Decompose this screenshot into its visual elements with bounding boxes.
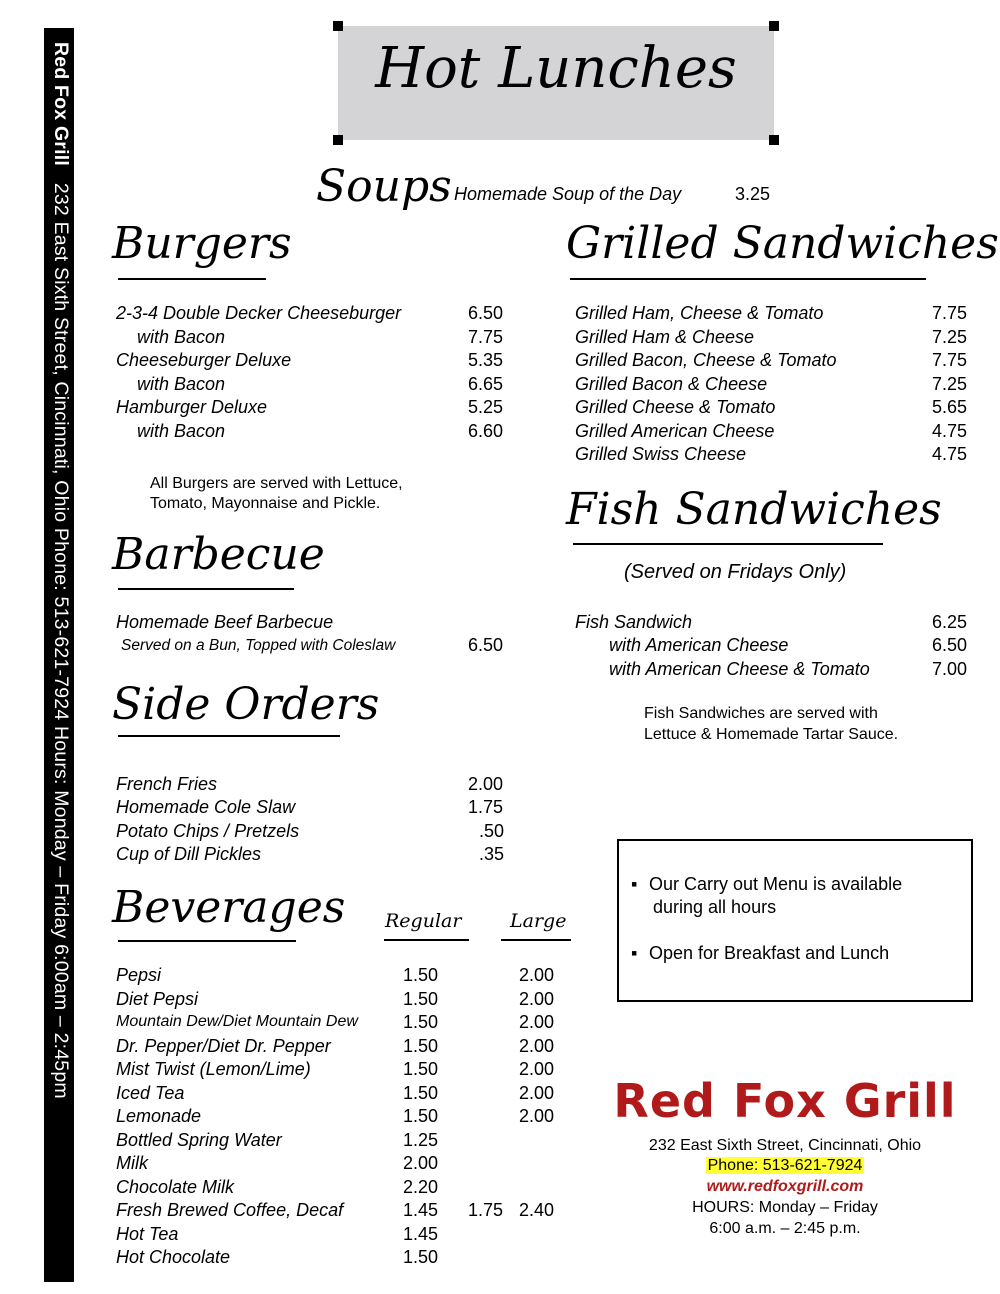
grilled-price: 4.75 [932,444,968,464]
beverage-name: Lemonade [116,1106,202,1126]
burgers-note-1: All Burgers are served with Lettuce, [150,475,403,492]
beverage-regular-price: 2.00 [403,1153,439,1173]
fish-price: 7.00 [932,659,968,679]
burger-price: 7.75 [468,327,504,347]
side-item: Potato Chips / Pretzels [116,821,300,841]
col-large-heading: Large [510,910,567,932]
bullet-icon: ▪ [631,943,638,963]
burger-item: with Bacon [137,421,226,441]
col-regular-rule [384,939,469,941]
side-orders-heading: Side Orders [112,679,380,730]
burger-item: Hamburger Deluxe [116,397,268,417]
barbecue-subitem: Served on a Bun, Topped with Coleslaw [121,637,396,654]
sidebar-text [49,42,72,1099]
soup-item: Homemade Soup of the Day [454,184,682,204]
beverage-regular-price: 2.20 [403,1177,439,1197]
beverage-name: Pepsi [116,965,162,985]
beverage-large-price: 2.00 [519,1059,555,1079]
fish-price: 6.50 [932,635,968,655]
grilled-price: 7.25 [932,327,968,347]
burger-price: 6.50 [468,303,504,323]
bullet-icon: ▪ [631,874,638,894]
beverage-regular-price: 1.45 [403,1224,439,1244]
burger-price: 6.60 [468,421,504,441]
sidebar-details: 232 East Sixth Street, Cincinnati, Ohio Phone: 513-621-7924 Hours: Monday – Friday 6:00am – 2:45pm [50,182,72,1099]
fish-note-2: Lettuce & Homemade Tartar Sauce. [644,726,899,743]
barbecue-rule [118,588,294,590]
beverage-name: Diet Pepsi [116,989,199,1009]
beverage-name: Dr. Pepper/Diet Dr. Pepper [116,1036,331,1056]
grilled-item: Grilled American Cheese [575,421,775,441]
beverage-name: Mist Twist (Lemon/Lime) [116,1059,311,1079]
brand-website[interactable]: www.redfoxgrill.com [706,1178,864,1195]
col-regular-heading: Regular [385,910,462,932]
beverage-large-price: 2.00 [519,1012,555,1032]
grilled-item: Grilled Cheese & Tomato [575,397,776,417]
beverage-name: Milk [116,1153,148,1173]
grilled-price: 4.75 [932,421,968,441]
beverage-name: Hot Tea [116,1224,179,1244]
barbecue-heading: Barbecue [112,529,325,580]
info-bullet-1b: during all hours [653,897,777,917]
grilled-item: Grilled Ham & Cheese [575,327,755,347]
info-box [617,839,973,1002]
side-item: Cup of Dill Pickles [116,844,262,864]
brand-times: 6:00 a.m. – 2:45 p.m. [709,1220,861,1237]
brand-name: Red Fox Grill [613,1074,957,1128]
grilled-price: 5.65 [932,397,968,417]
barbecue-item: Homemade Beef Barbecue [116,612,334,632]
fish-heading: Fish Sandwiches [566,484,942,535]
side-price: 1.75 [468,797,504,817]
beverages-heading: Beverages [112,882,346,933]
sidebar-name: Red Fox Grill [50,42,72,166]
grilled-rule [570,278,926,280]
beverage-regular-price: 1.45 [403,1200,439,1220]
burger-price: 6.65 [468,374,504,394]
grilled-price: 7.75 [932,350,968,370]
beverage-regular-price: 1.50 [403,1083,439,1103]
beverage-large-price: 2.00 [519,1083,555,1103]
beverage-regular-price: 1.50 [403,1036,439,1056]
beverage-regular-price: 1.50 [403,1012,439,1032]
beverage-mid-price: 1.75 [468,1200,504,1220]
grilled-item: Grilled Ham, Cheese & Tomato [575,303,824,323]
col-large-rule [501,939,571,941]
burger-item: with Bacon [137,374,226,394]
brand-phone: Phone: 513-621-7924 [707,1157,863,1174]
grilled-item: Grilled Bacon & Cheese [575,374,768,394]
side-price: 2.00 [468,774,504,794]
grilled-item: Grilled Swiss Cheese [575,444,747,464]
burgers-heading: Burgers [112,218,292,269]
sidebar-bar [44,28,74,1282]
brand-address: 232 East Sixth Street, Cincinnati, Ohio [648,1137,922,1154]
beverage-regular-price: 1.50 [403,1106,439,1126]
beverage-regular-price: 1.50 [403,1247,439,1267]
brand-hours: HOURS: Monday – Friday [692,1199,878,1216]
beverage-regular-price: 1.50 [403,1059,439,1079]
beverage-large-price: 2.40 [519,1200,555,1220]
fish-item: Fish Sandwich [575,612,693,632]
grilled-price: 7.25 [932,374,968,394]
burger-item: 2-3-4 Double Decker Cheeseburger [116,303,402,323]
info-bullet-2: Open for Breakfast and Lunch [649,943,890,963]
side-item: French Fries [116,774,218,794]
burgers-note-2: Tomato, Mayonnaise and Pickle. [150,495,381,512]
soup-price: 3.25 [735,184,771,204]
beverage-name: Bottled Spring Water [116,1130,282,1150]
fish-rule [573,543,883,545]
grilled-item: Grilled Bacon, Cheese & Tomato [575,350,837,370]
fish-item: with American Cheese & Tomato [609,659,870,679]
page-title: Hot Lunches [375,36,737,101]
fish-item: with American Cheese [609,635,789,655]
beverage-name: Iced Tea [116,1083,185,1103]
burger-price: 5.35 [468,350,504,370]
beverages-rule [118,940,296,942]
beverage-name: Mountain Dew/Diet Mountain Dew [116,1013,358,1030]
side-orders-rule [118,735,340,737]
beverage-large-price: 2.00 [519,1106,555,1126]
burger-item: Cheeseburger Deluxe [116,350,292,370]
side-price: .35 [479,844,505,864]
side-item: Homemade Cole Slaw [116,797,296,817]
fish-price: 6.25 [932,612,968,632]
beverage-name: Hot Chocolate [116,1247,231,1267]
side-price: .50 [479,821,505,841]
beverage-name: Chocolate Milk [116,1177,235,1197]
beverage-name: Fresh Brewed Coffee, Decaf [116,1200,344,1220]
beverage-large-price: 2.00 [519,965,555,985]
soups-heading: Soups [316,161,452,212]
burger-price: 5.25 [468,397,504,417]
beverage-regular-price: 1.50 [403,965,439,985]
beverage-large-price: 2.00 [519,989,555,1009]
grilled-heading: Grilled Sandwiches [566,218,999,269]
info-bullet-1a: Our Carry out Menu is available [649,874,903,894]
fish-note-1: Fish Sandwiches are served with [644,705,878,722]
fish-subheading: (Served on Fridays Only) [624,561,847,583]
beverage-regular-price: 1.25 [403,1130,439,1150]
burgers-rule [118,278,266,280]
beverage-regular-price: 1.50 [403,989,439,1009]
burger-item: with Bacon [137,327,226,347]
barbecue-price: 6.50 [468,635,504,655]
grilled-price: 7.75 [932,303,968,323]
beverage-large-price: 2.00 [519,1036,555,1056]
